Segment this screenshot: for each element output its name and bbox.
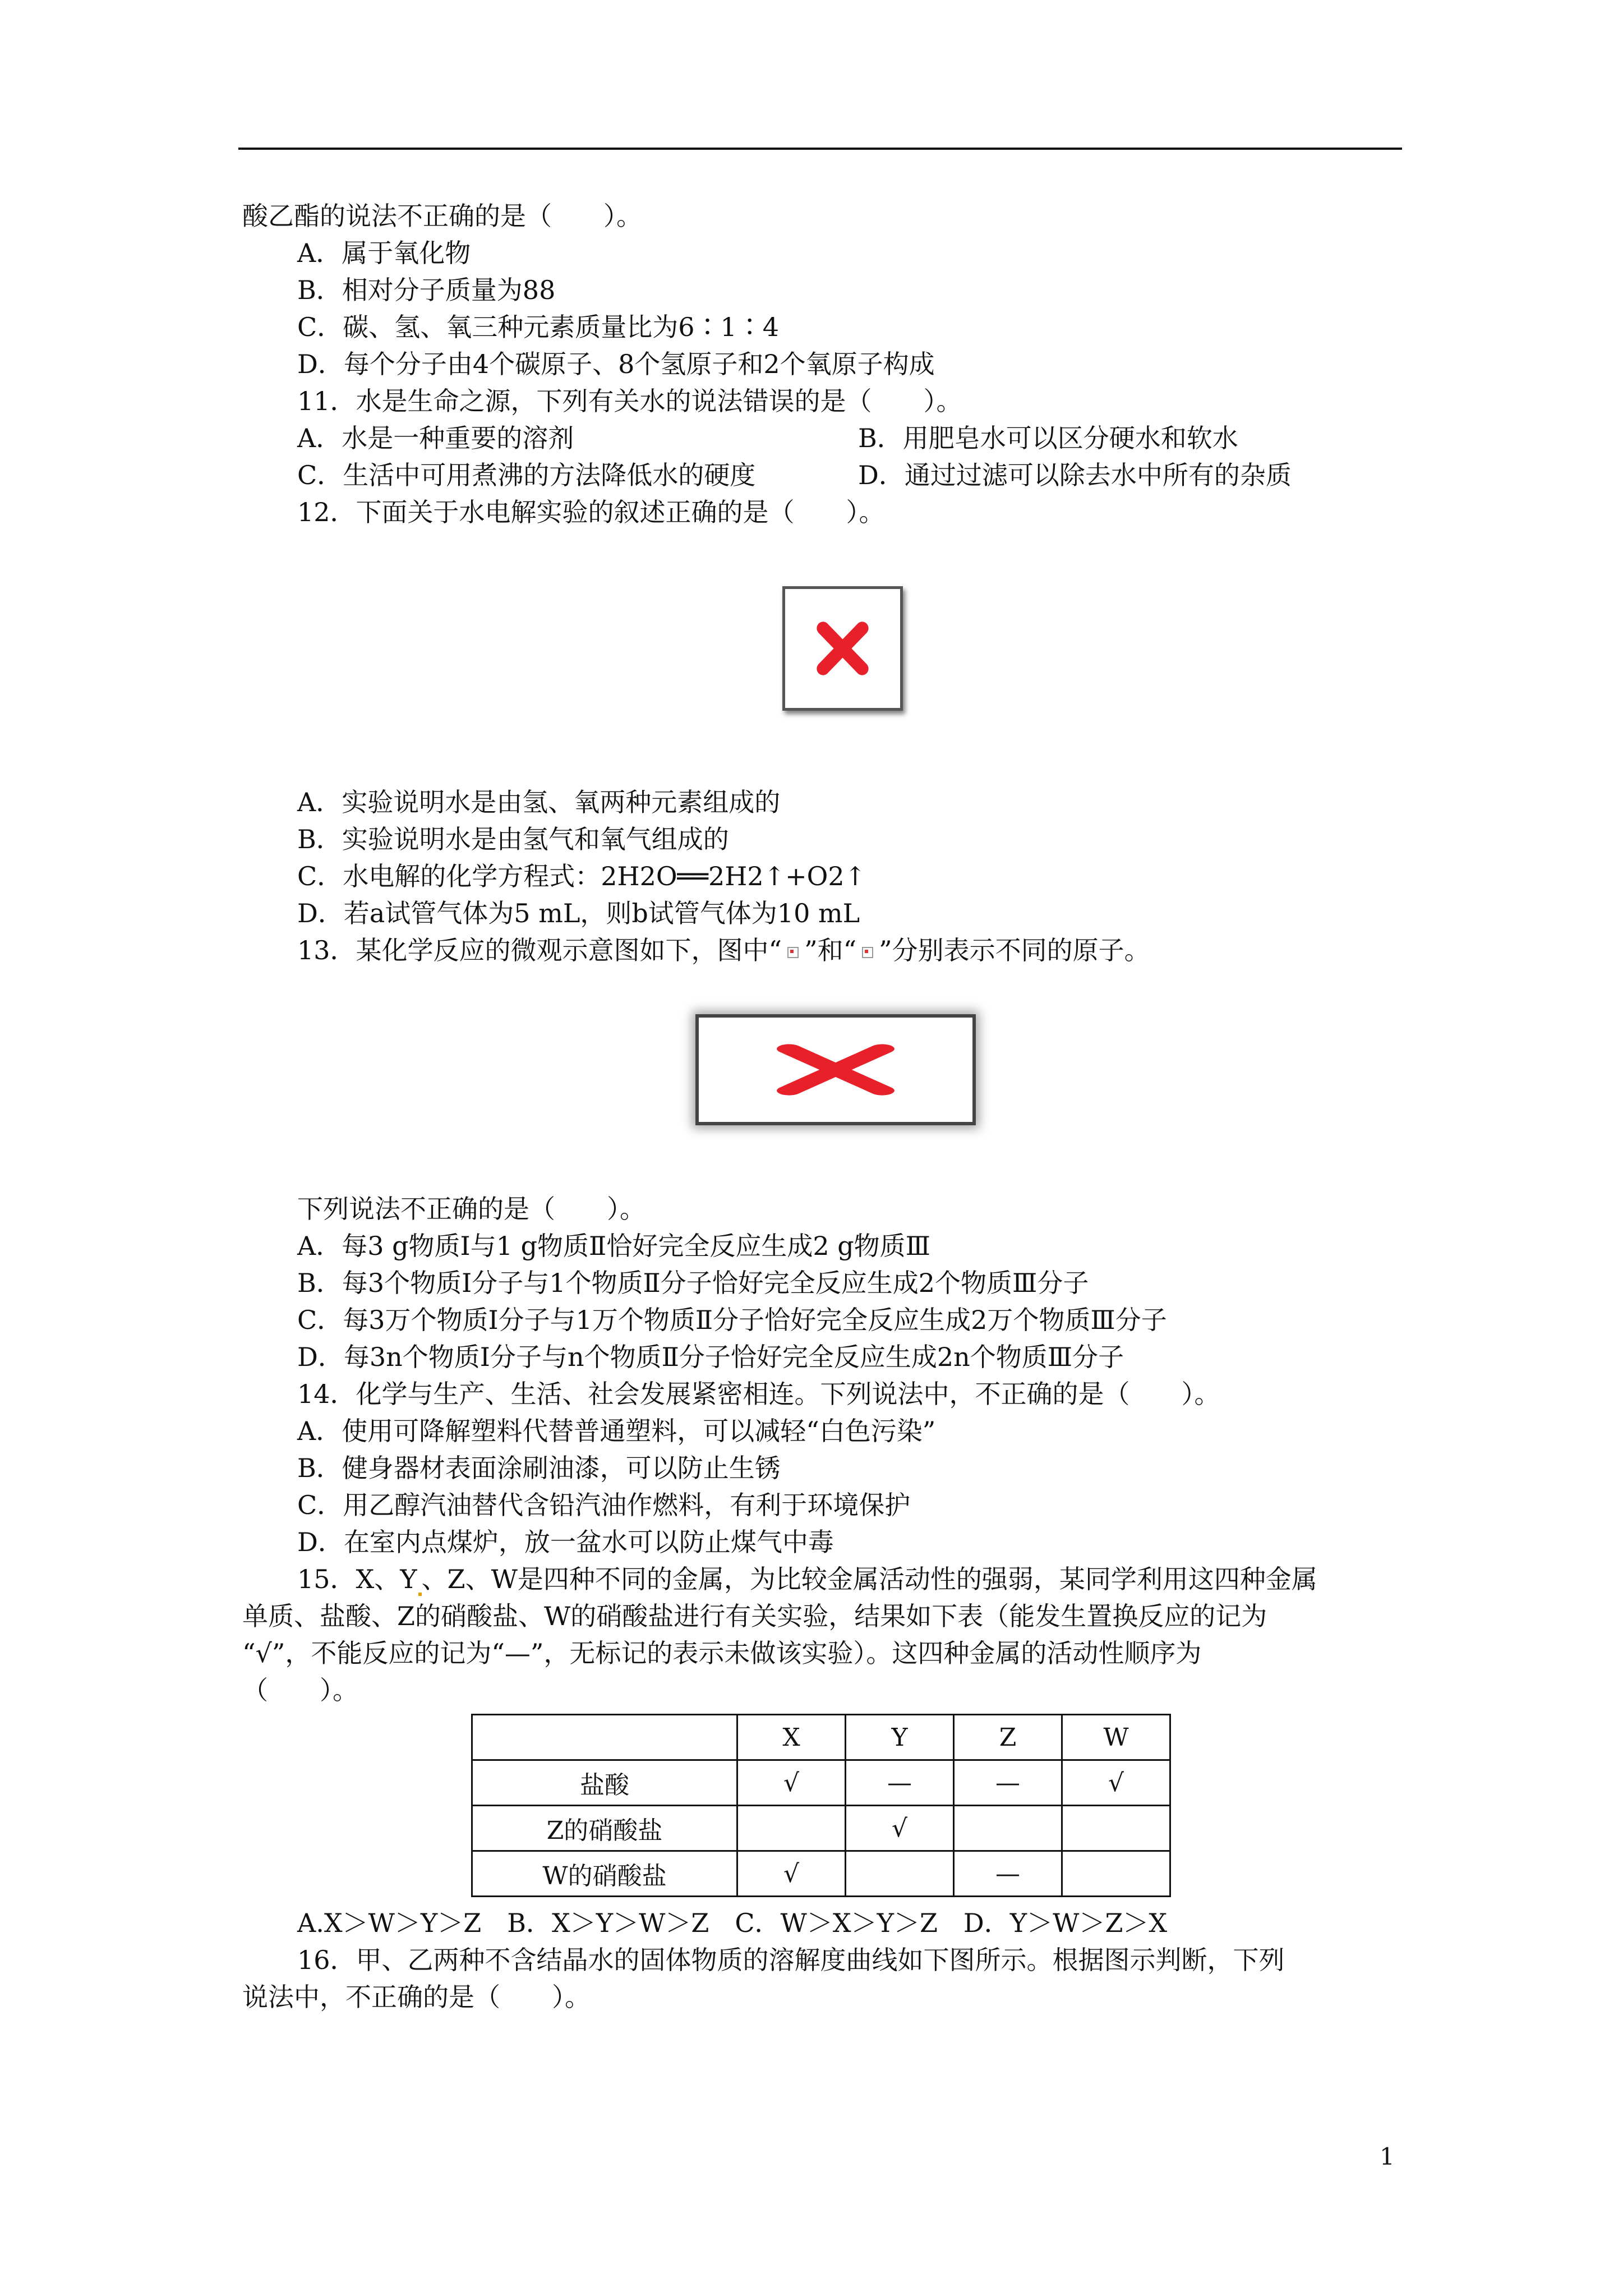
q14-stem: 14．化学与生产、生活、社会发展紧密相连。下列说法中，不正确的是（ ）。 xyxy=(297,1379,1220,1409)
q15-options: A.X＞W＞Y＞Z B．X＞Y＞W＞Z C．W＞X＞Y＞Z D．Y＞W＞Z＞X xyxy=(297,1908,1168,1938)
q14-option-d: D．在室内点煤炉，放一盆水可以防止煤气中毒 xyxy=(297,1527,834,1557)
q13-substem: 下列说法不正确的是（ ）。 xyxy=(297,1194,645,1224)
q15-line-1b: 、Z、W是四种不同的金属，为比较金属活动性的强弱，某同学利用这四种金属 xyxy=(421,1564,1317,1594)
q15-line-1a: 15．X、Y xyxy=(297,1564,417,1594)
table-cell xyxy=(1062,1806,1170,1851)
table-cell: — xyxy=(846,1760,954,1806)
q13-stem xyxy=(297,933,1150,967)
q12-stem: 12．下面关于水电解实验的叙述正确的是（ ）。 xyxy=(297,497,885,527)
q12-option-a: A．实验说明水是由氢、氧两种元素组成的 xyxy=(297,787,781,817)
page-number: 1 xyxy=(1380,2143,1395,2170)
table-cell: √ xyxy=(846,1806,954,1851)
table-cell: 盐酸 xyxy=(472,1760,737,1806)
q12-option-c: C．水电解的化学方程式：2H2O══2H2↑+O2↑ xyxy=(297,861,866,891)
q11-option-a: A．水是一种重要的溶剂 xyxy=(297,423,574,453)
table-cell: — xyxy=(954,1760,1062,1806)
q11-option-c: C．生活中可用煮沸的方法降低水的硬度 xyxy=(297,460,756,490)
table-cell: Z的硝酸盐 xyxy=(472,1806,737,1851)
table-cell xyxy=(954,1806,1062,1851)
red-x-icon xyxy=(699,1018,972,1122)
results-table xyxy=(471,1714,1171,1897)
q14-option-a: A．使用可降解塑料代替普通塑料，可以减轻“白色污染” xyxy=(297,1416,936,1446)
table-cell: — xyxy=(954,1851,1062,1897)
table-cell xyxy=(846,1851,954,1897)
table-cell: W的硝酸盐 xyxy=(472,1851,737,1897)
q15-line-3: “√”，不能反应的记为“—”，无标记的表示未做该实验）。这四种金属的活动性顺序为 xyxy=(242,1638,1202,1668)
q16-line-1: 16．甲、乙两种不含结晶水的固体物质的溶解度曲线如下图所示。根据图示判断，下列 xyxy=(297,1945,1285,1975)
table-header-cell: W xyxy=(1062,1715,1170,1760)
table-row xyxy=(472,1806,1170,1851)
red-x-icon xyxy=(785,589,900,708)
table-cell: √ xyxy=(1062,1760,1170,1806)
header-rule xyxy=(238,148,1402,150)
table-cell xyxy=(737,1806,846,1851)
q14-option-b: B．健身器材表面涂刷油漆，可以防止生锈 xyxy=(297,1453,781,1483)
q13-option-a: A．每3 g物质Ⅰ与1 g物质Ⅱ恰好完全反应生成2 g物质Ⅲ xyxy=(297,1231,931,1261)
q11-option-b: B．用肥皂水可以区分硬水和软水 xyxy=(858,423,1238,453)
q15-line-4: （ ）。 xyxy=(242,1675,358,1705)
q15-line-1 xyxy=(297,1562,1317,1596)
table-cell xyxy=(1062,1851,1170,1897)
table-cell: √ xyxy=(737,1851,846,1897)
atom-b-icon xyxy=(862,947,873,958)
q12-option-d: D．若a试管气体为5 mL，则b试管气体为10 mL xyxy=(297,898,860,928)
q13-option-b: B．每3个物质Ⅰ分子与1个物质Ⅱ分子恰好完全反应生成2个物质Ⅲ分子 xyxy=(297,1268,1089,1298)
table-header-cell: Z xyxy=(954,1715,1062,1760)
table-row xyxy=(472,1851,1170,1897)
q10-option-b: B．相对分子质量为88 xyxy=(297,275,556,305)
q13-option-c: C．每3万个物质Ⅰ分子与1万个物质Ⅱ分子恰好完全反应生成2万个物质Ⅲ分子 xyxy=(297,1305,1167,1335)
q10-option-c: C．碳、氢、氧三种元素质量比为6∶1∶4 xyxy=(297,312,779,342)
q15-line-2: 单质、盐酸、Z的硝酸盐、W的硝酸盐进行有关实验，结果如下表（能发生置换反应的记为 xyxy=(242,1601,1267,1631)
table-header-cell: Y xyxy=(846,1715,954,1760)
q11-stem: 11．水是生命之源，下列有关水的说法错误的是（ ）。 xyxy=(297,386,962,416)
broken-image-icon xyxy=(782,586,903,711)
q13-stem-part-3: ”分别表示不同的原子。 xyxy=(879,935,1150,965)
q12-option-b: B．实验说明水是由氢气和氧气组成的 xyxy=(297,824,729,854)
table-header-row xyxy=(472,1715,1170,1760)
q16-line-2: 说法中，不正确的是（ ）。 xyxy=(242,1982,591,2012)
q13-option-d: D．每3n个物质Ⅰ分子与n个物质Ⅱ分子恰好完全反应生成2n个物质Ⅲ分子 xyxy=(297,1342,1124,1372)
atom-a-icon xyxy=(787,947,799,958)
table-row xyxy=(472,1760,1170,1806)
q11-option-d: D．通过过滤可以除去水中所有的杂质 xyxy=(858,460,1292,490)
q10-stem: 酸乙酯的说法不正确的是（ ）。 xyxy=(242,201,642,231)
broken-image-icon xyxy=(695,1014,976,1125)
table-header-cell: X xyxy=(737,1715,846,1760)
q10-option-d: D．每个分子由4个碳原子、8个氢原子和2个氧原子构成 xyxy=(297,349,935,379)
table-header-cell xyxy=(472,1715,737,1760)
q13-stem-part-1: 13．某化学反应的微观示意图如下，图中“ xyxy=(297,935,782,965)
q13-stem-part-2: ”和“ xyxy=(804,935,857,965)
q10-option-a: A．属于氧化物 xyxy=(297,238,471,268)
table-cell: √ xyxy=(737,1760,846,1806)
q14-option-c: C．用乙醇汽油替代含铅汽油作燃料，有利于环境保护 xyxy=(297,1490,911,1520)
